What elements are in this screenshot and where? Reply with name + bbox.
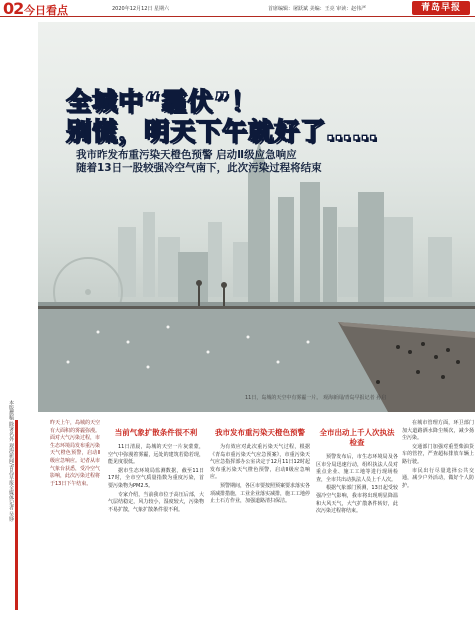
headline-line-1: 全城中“霾伏”！: [66, 87, 257, 116]
column-4-para-2: 交通部门加强对重型柴油货车的管控，严查超标排放车辆上路行驶。: [402, 443, 474, 465]
article-column-2: [210, 420, 310, 507]
headline-line-2: 别慌，明天下午就好了……: [66, 117, 379, 146]
article-column-1: [108, 420, 204, 515]
section-title: 今日看点: [24, 4, 68, 17]
column-3-title: 全市出动上千人次执法检查: [319, 428, 395, 447]
subheadline-2: 随着13日一股较强冷空气南下，此次污染过程将结束: [76, 162, 322, 174]
column-1-para-1: 11日清晨，岛城的天空一片灰蒙蒙，空气中弥漫着雾霾，远处的建筑若隐若现，能见度很低。: [108, 444, 204, 466]
column-2-para-1: 为有效应对此次重污染天气过程，根据《青岛市重污染天气应急预案》，市重污染天气应急指挥部办公室决定于12月11日12时起发布重污染天气橙色预警，启动Ⅱ级应急响应。: [210, 444, 310, 481]
subheadline-1: 我市昨发布重污染天橙色预警 启动Ⅱ级应急响应: [76, 149, 297, 161]
accent-divider: [15, 420, 18, 610]
column-1-para-3: 专家介绍，当前我市位于高压后部，大气层结稳定，风力较小，湿度较大，污染物不易扩散，气象扩散条件很不利。: [108, 491, 204, 513]
lead-paragraph: 昨天上午，岛城的天空有大面积的雾霾弥漫。面对大气污染过程，市生态环境局发布重污染天气橙色预警，启动Ⅱ级应急响应。记者从市气象台获悉，受冷空气影响，此次污染过程将于13日下午结束。: [50, 420, 101, 487]
issue-date: 2020年12月12日 星期六: [112, 6, 170, 12]
article-column-3: [316, 420, 398, 517]
page-number: 02: [3, 0, 24, 18]
column-3-para-2: 根据气象部门预测，13日起受较强冷空气影响，我市将出现明显降温和大风天气，大气扩散条件转好，此次污染过程将结束。: [316, 485, 398, 515]
column-2-para-2: 预警期间，各区市要按照预案要求落实各项减排措施，工业企业落实减排，施工工地停止土石方作业，加强道路清扫保洁。: [210, 482, 311, 505]
page-header: [0, 0, 475, 17]
column-1-para-2: 据市生态环境局监测数据，截至11日17时，全市空气质量指数为重度污染，首要污染物为PM2.5。: [108, 467, 204, 489]
editor-credits: 首席编辑：屠跃斌 美编：王亮 审读：赵伟严: [268, 6, 367, 12]
column-1-title: 当前气象扩散条件很不利: [114, 428, 198, 437]
column-4-para-1: 在城市管理方面，环卫部门加大道路洒水降尘频次，减少扬尘污染。: [402, 420, 474, 442]
hero-photo: [38, 22, 475, 412]
byline-vertical: 本版撰稿 除署名外 观海新闻/青岛早报全媒体记者 吴铮: [8, 400, 14, 522]
column-4-para-3: 市民出行尽量选择公共交通，减少户外活动，做好个人防护。: [402, 467, 474, 489]
newspaper-logo: 青岛早报: [412, 1, 470, 15]
photo-caption: 11日，岛城的天空中有雾霾一片。 观海新闻/青岛早报记者 孙启: [245, 395, 387, 401]
smog-cityscape-image: [38, 22, 475, 412]
article-column-4: [402, 420, 474, 491]
column-3-para-1: 预警发布后，市生态环境局及各区市分局迅速行动，组织执法人员对重点企业、施工工地等进行现场检查，全市共出动执法人员上千人次。: [316, 454, 398, 483]
column-2-title: 我市发布重污染天橙色预警: [215, 428, 305, 437]
